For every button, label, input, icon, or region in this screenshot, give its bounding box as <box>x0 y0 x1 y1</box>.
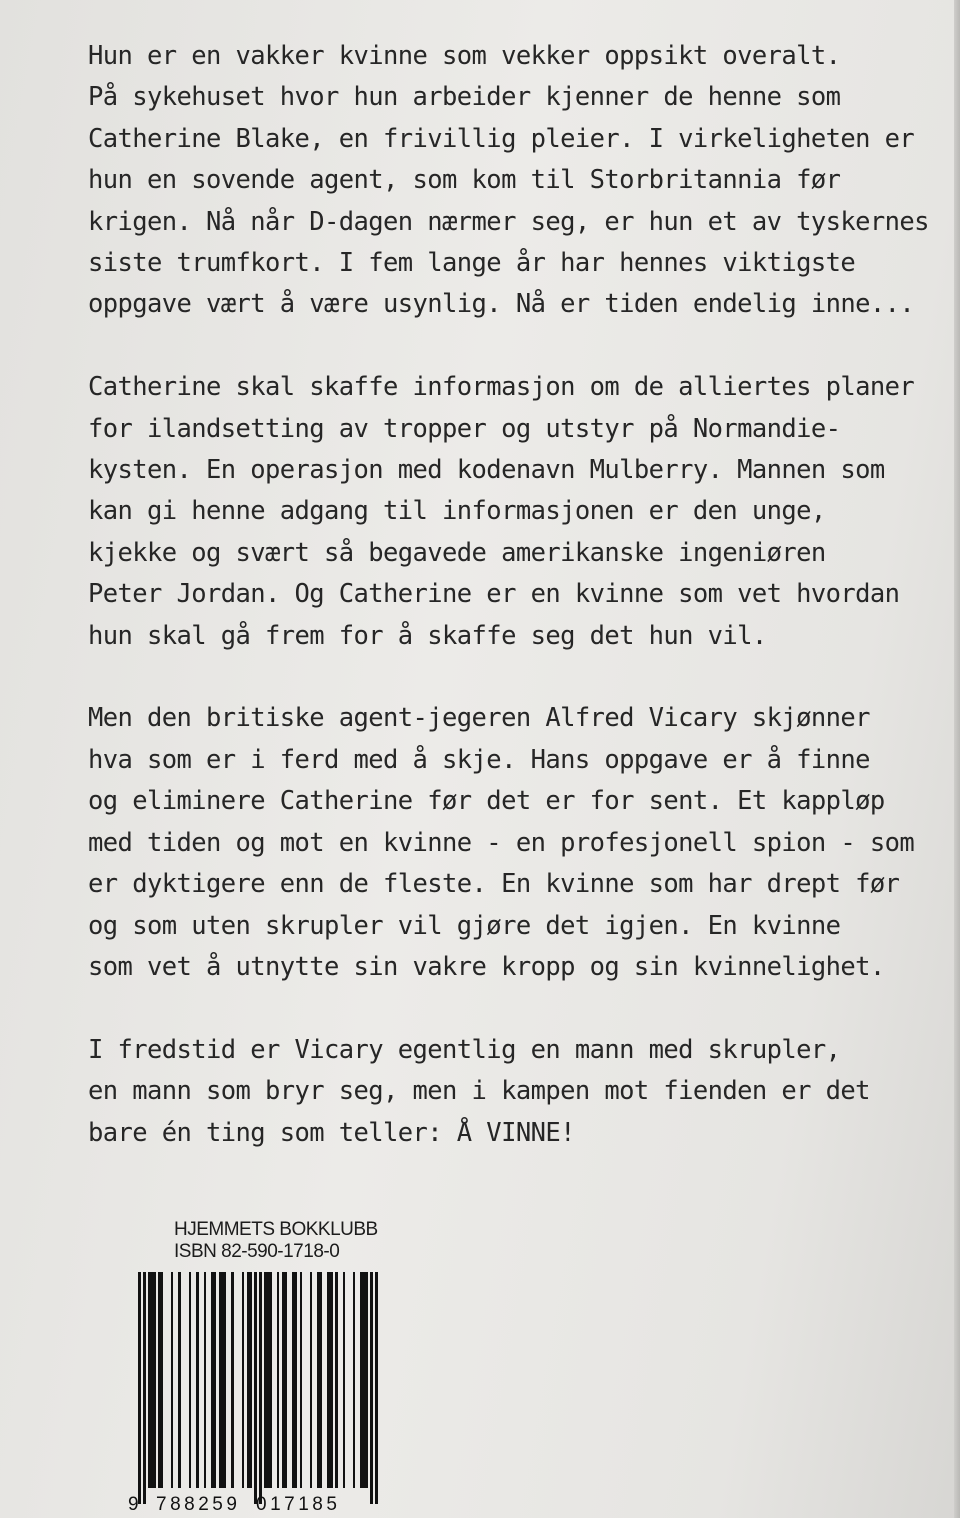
barcode-first-digit: 9 <box>128 1494 139 1515</box>
barcode-bar <box>247 1272 252 1488</box>
barcode <box>124 1272 380 1518</box>
blurb-line: På sykehuset hvor hun arbeider kjenner de henne som <box>88 82 841 113</box>
blurb-line: Men den britiske agent-jegeren Alfred Vicary skjønner <box>88 703 870 734</box>
blurb-line: en mann som bryr seg, men i kampen mot fienden er det <box>88 1076 870 1107</box>
barcode-bar <box>143 1272 146 1504</box>
barcode-bar <box>211 1272 216 1488</box>
barcode-bar <box>138 1272 141 1504</box>
barcode-bar <box>171 1272 174 1488</box>
barcode-bars <box>138 1272 378 1492</box>
barcode-bar <box>158 1272 163 1488</box>
barcode-right-digits: 017185 <box>256 1494 341 1515</box>
blurb-line: Catherine skal skaffe informasjon om de alliertes planer <box>88 372 915 403</box>
blurb-line: hun skal gå frem for å skaffe seg det hun vil. <box>88 620 767 651</box>
barcode-bar <box>178 1272 181 1488</box>
barcode-bar <box>317 1272 322 1488</box>
blurb-line: krigen. Nå når D-dagen nærmer seg, er hun et av tyskernes <box>88 206 929 237</box>
blurb-line: hva som er i ferd med å skje. Hans oppgave er å finne <box>88 744 870 775</box>
barcode-bar <box>204 1272 207 1488</box>
blurb-paragraph-1 <box>88 36 929 326</box>
blurb-line: bare én ting som teller: Å VINNE! <box>88 1117 575 1148</box>
isbn-number: ISBN 82-590-1718-0 <box>174 1241 340 1262</box>
barcode-bar <box>264 1272 272 1488</box>
barcode-bar <box>254 1272 257 1504</box>
blurb-line: med tiden og mot en kvinne - en profesjonell spion - som <box>88 827 915 858</box>
publisher-name: HJEMMETS BOKKLUBB <box>174 1219 378 1240</box>
blurb-line: hun en sovende agent, som kom til Storbritannia før <box>88 165 841 196</box>
barcode-bar <box>343 1272 346 1488</box>
blurb-paragraph-2 <box>88 367 918 657</box>
barcode-bar <box>277 1272 280 1488</box>
blurb-line: og eliminere Catherine før det er for sent. Et kappløp <box>88 786 885 817</box>
blurb-line: som vet å utnytte sin vakre kropp og sin kvinnelighet. <box>88 951 885 982</box>
blurb-line: I fredstid er Vicary egentlig en mann med skrupler, <box>88 1034 841 1065</box>
barcode-bar <box>259 1272 262 1504</box>
barcode-bar <box>148 1272 156 1488</box>
blurb-line: og som uten skrupler vil gjøre det igjen. En kvinne <box>88 910 841 941</box>
barcode-bar <box>335 1272 338 1488</box>
blurb-line: kjekke og svært så begavede amerikanske ingeniøren <box>88 537 826 568</box>
barcode-digits <box>124 1494 380 1518</box>
barcode-bar <box>353 1272 356 1488</box>
barcode-bar <box>242 1272 245 1488</box>
blurb-line: for ilandsetting av tropper og utstyr på Normandie- <box>88 413 841 444</box>
blurb-text <box>88 36 929 1195</box>
barcode-bar <box>310 1272 313 1488</box>
barcode-bar <box>360 1272 368 1488</box>
blurb-line: Peter Jordan. Og Catherine er en kvinne som vet hvordan <box>88 579 900 610</box>
blurb-paragraph-3 <box>88 698 918 988</box>
barcode-left-digits: 788259 <box>156 1494 241 1515</box>
barcode-bar <box>282 1272 287 1488</box>
barcode-bar <box>370 1272 373 1504</box>
barcode-bar <box>375 1272 378 1504</box>
blurb-line: kan gi henne adgang til informasjonen er den unge, <box>88 496 826 527</box>
barcode-bar <box>327 1272 332 1488</box>
barcode-bar <box>189 1272 192 1488</box>
barcode-bar <box>292 1272 297 1488</box>
blurb-paragraph-4 <box>88 1030 918 1154</box>
barcode-bar <box>219 1272 227 1488</box>
blurb-line: kysten. En operasjon med kodenavn Mulberry. Mannen som <box>88 455 885 486</box>
barcode-bar <box>300 1272 303 1488</box>
blurb-line: siste trumfkort. I fem lange år har hennes viktigste <box>88 248 856 279</box>
blurb-line: Catherine Blake, en frivillig pleier. I virkeligheten er <box>88 123 915 154</box>
barcode-bar <box>196 1272 199 1488</box>
blurb-line: er dyktigere enn de fleste. En kvinne som har drept før <box>88 869 900 900</box>
blurb-line: Hun er en vakker kvinne som vekker oppsikt overalt. <box>88 41 841 71</box>
blurb-line: oppgave vært å være usynlig. Nå er tiden endelig inne... <box>88 289 915 320</box>
publisher-block <box>174 1219 378 1263</box>
barcode-bar <box>231 1272 234 1488</box>
cover-edge <box>954 0 960 1518</box>
